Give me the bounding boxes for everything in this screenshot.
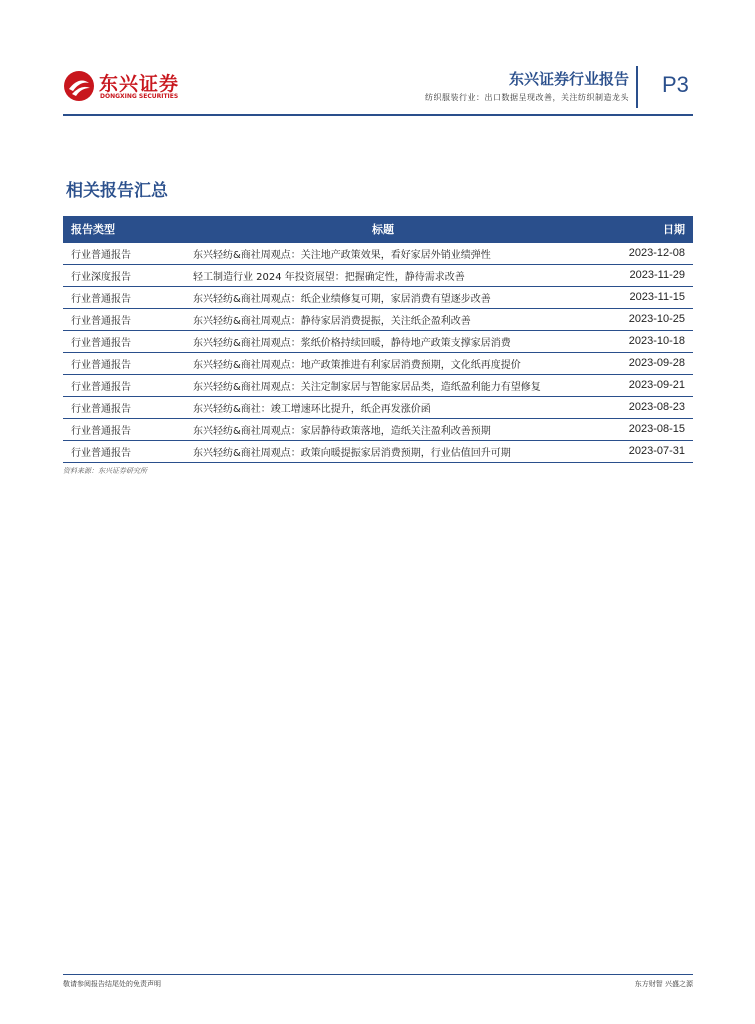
table-row bbox=[63, 242, 693, 264]
report-date-cell: 2023-07-31 bbox=[628, 445, 685, 457]
report-series-title: 东兴证券行业报告 bbox=[508, 70, 629, 88]
report-type-cell: 行业普通报告 bbox=[71, 337, 131, 349]
report-title-cell: 东兴轻纺&商社周观点：家居静待政策落地，造纸关注盈利改善预期 bbox=[193, 425, 491, 437]
column-header-type: 报告类型 bbox=[71, 222, 115, 236]
table-header-row bbox=[63, 216, 693, 242]
table-row bbox=[63, 352, 693, 374]
report-title-cell: 东兴轻纺&商社：竣工增速环比提升，纸企再发涨价函 bbox=[193, 403, 431, 415]
report-type-cell: 行业普通报告 bbox=[71, 381, 131, 393]
report-type-cell: 行业普通报告 bbox=[71, 359, 131, 371]
report-date-cell: 2023-08-23 bbox=[628, 401, 685, 413]
report-date-cell: 2023-09-21 bbox=[628, 379, 685, 391]
report-type-cell: 行业普通报告 bbox=[71, 315, 131, 327]
report-title-cell: 东兴轻纺&商社周观点：地产政策推进有利家居消费预期，文化纸再度提价 bbox=[193, 359, 521, 371]
report-title-cell: 东兴轻纺&商社周观点：关注地产政策效果，看好家居外销业绩弹性 bbox=[193, 249, 491, 261]
report-type-cell: 行业普通报告 bbox=[71, 403, 131, 415]
footer-slogan: 东方财智 兴盛之源 bbox=[634, 980, 693, 988]
logo-text-en: DONGXING SECURITIES bbox=[100, 93, 179, 100]
dongxing-logo-icon bbox=[63, 70, 95, 102]
report-title-cell: 东兴轻纺&商社周观点：关注定制家居与智能家居品类，造纸盈利能力有望修复 bbox=[193, 381, 541, 393]
footer-divider bbox=[63, 974, 693, 975]
report-type-cell: 行业普通报告 bbox=[71, 425, 131, 437]
report-subtitle: 纺织服装行业：出口数据呈现改善，关注纺织制造龙头 bbox=[425, 93, 629, 102]
report-type-cell: 行业普通报告 bbox=[71, 249, 131, 261]
page-number: P3 bbox=[662, 72, 689, 97]
report-date-cell: 2023-12-08 bbox=[628, 247, 685, 259]
logo-text-cn: 东兴证券 bbox=[99, 73, 180, 95]
report-date-cell: 2023-11-15 bbox=[629, 291, 685, 303]
report-type-cell: 行业普通报告 bbox=[71, 293, 131, 305]
table-row bbox=[63, 330, 693, 352]
report-title-cell: 东兴轻纺&商社周观点：浆纸价格持续回暖，静待地产政策支撑家居消费 bbox=[193, 337, 511, 349]
column-header-date: 日期 bbox=[663, 223, 685, 236]
table-row bbox=[63, 418, 693, 440]
report-date-cell: 2023-11-29 bbox=[629, 269, 685, 281]
report-date-cell: 2023-08-15 bbox=[628, 423, 685, 435]
report-title-cell: 东兴轻纺&商社周观点：静待家居消费提振，关注纸企盈利改善 bbox=[193, 315, 471, 327]
report-date-cell: 2023-10-18 bbox=[628, 335, 685, 347]
company-logo bbox=[63, 66, 183, 106]
table-row bbox=[63, 308, 693, 330]
footer-disclaimer: 敬请参阅报告结尾处的免责声明 bbox=[63, 980, 161, 988]
table-row bbox=[63, 286, 693, 308]
table-row bbox=[63, 374, 693, 396]
table-row bbox=[63, 396, 693, 418]
report-date-cell: 2023-10-25 bbox=[628, 313, 685, 325]
table-row bbox=[63, 440, 693, 462]
page-header bbox=[0, 0, 755, 120]
page-number-divider bbox=[636, 66, 638, 108]
report-title-cell: 轻工制造行业 2024 年投资展望：把握确定性，静待需求改善 bbox=[193, 271, 465, 283]
report-title-cell: 东兴轻纺&商社周观点：纸企业绩修复可期，家居消费有望逐步改善 bbox=[193, 293, 491, 305]
report-type-cell: 行业普通报告 bbox=[71, 447, 131, 459]
report-title-cell: 东兴轻纺&商社周观点：政策向暖提振家居消费预期，行业估值回升可期 bbox=[193, 447, 511, 459]
source-note: 资料来源：东兴证券研究所 bbox=[63, 467, 147, 475]
section-title: 相关报告汇总 bbox=[66, 181, 168, 201]
column-header-title: 标题 bbox=[372, 222, 394, 236]
related-reports-table bbox=[63, 216, 693, 463]
table-row bbox=[63, 264, 693, 286]
report-type-cell: 行业深度报告 bbox=[71, 271, 131, 283]
report-date-cell: 2023-09-28 bbox=[628, 357, 685, 369]
header-divider bbox=[63, 114, 693, 116]
